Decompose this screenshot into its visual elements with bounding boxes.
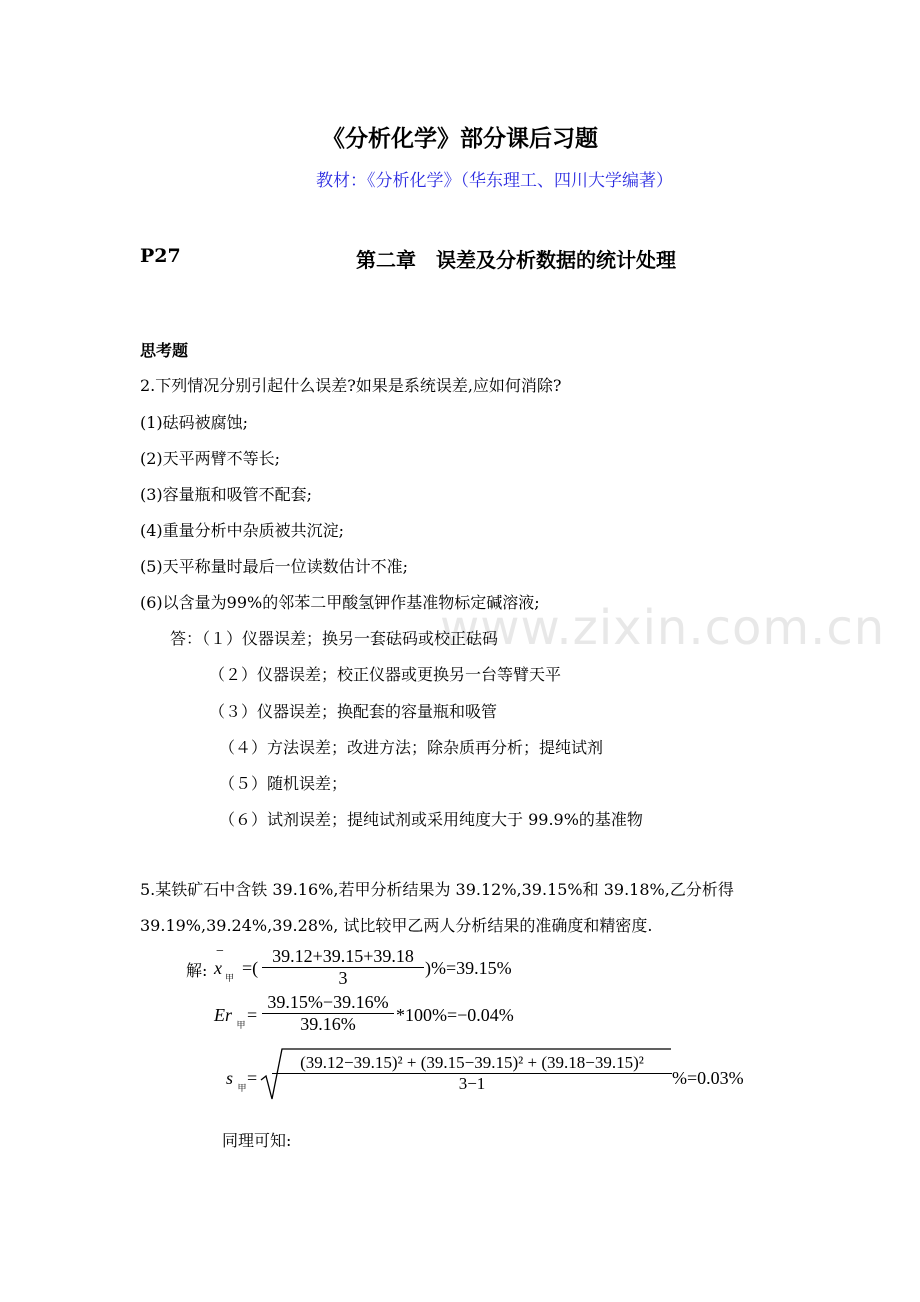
question-5-line-2: 39.19%,39.24%,39.28%, 试比较甲乙两人分析结果的准确度和精密度.	[140, 916, 653, 935]
answer-item: 答：（１）仪器误差；换另一套砝码或校正砝码	[170, 629, 499, 648]
std-dev-variable: s	[226, 1068, 234, 1088]
eq3-result: %=0.03%	[672, 1068, 744, 1088]
std-dev-symbol	[226, 1068, 247, 1093]
eq3-fraction	[272, 1053, 672, 1094]
page-reference: P27	[140, 245, 181, 267]
textbook-subtitle: 教材：《分析化学》（华东理工、四川大学编著）	[316, 171, 673, 191]
question-item: (4)重量分析中杂质被共沉淀;	[140, 521, 345, 540]
question-item: (2)天平两臂不等长;	[140, 449, 281, 468]
solution-label: 解:	[186, 961, 208, 980]
eq1-fraction	[262, 946, 424, 989]
eq2-denominator: 39.16%	[300, 1014, 356, 1034]
question-5-line-1: 5.某铁矿石中含铁 39.16%,若甲分析结果为 39.12%,39.15%和 39.18%,乙分析得	[140, 880, 734, 899]
eq2-equals: =	[247, 1005, 258, 1025]
eq3-denominator: 3−1	[458, 1074, 486, 1093]
question-item: (3)容量瓶和吸管不配套;	[140, 485, 313, 504]
answer-item: （３）仪器误差；换配套的容量瓶和吸管	[209, 702, 498, 721]
followup-text: 同理可知:	[222, 1131, 292, 1150]
answer-item: （４）方法误差；改进方法；除杂质再分析；提纯试剂	[219, 738, 604, 757]
eq2-numerator: 39.15%−39.16%	[267, 992, 389, 1012]
section-heading: 思考题	[140, 341, 189, 360]
eq1-open: =(	[242, 958, 259, 978]
eq3-equals: =	[247, 1068, 258, 1088]
question-2-prompt: 2.下列情况分别引起什么误差?如果是系统误差,应如何消除?	[140, 376, 562, 395]
eq2-result: *100%=−0.04%	[396, 1005, 514, 1025]
mean-variable: x	[214, 958, 222, 978]
eq1-denominator: 3	[338, 968, 348, 988]
question-item: (6)以含量为99%的邻苯二甲酸氢钾作基准物标定碱溶液;	[140, 593, 540, 612]
watermark: www.zixin.com.cn	[440, 600, 886, 656]
eq3-numerator: (39.12−39.15)² + (39.15−39.15)² + (39.18−39.15)²	[300, 1053, 644, 1072]
page-title: 《分析化学》部分课后习题	[322, 126, 598, 152]
answer-item: （２）仪器误差；校正仪器或更换另一台等臂天平	[209, 665, 562, 684]
question-item: (5)天平称量时最后一位读数估计不准;	[140, 557, 409, 576]
eq1-numerator: 39.12+39.15+39.18	[272, 946, 414, 966]
relative-error-variable: Er	[214, 1005, 232, 1025]
answer-item: （６）试剂误差；提纯试剂或采用纯度大于 99.9%的基准物	[219, 810, 643, 829]
relative-error-subscript: 甲	[236, 1020, 246, 1030]
relative-error-symbol	[214, 1005, 246, 1030]
eq1-result: )%=39.15%	[425, 958, 512, 978]
chapter-title: 第二章 误差及分析数据的统计处理	[356, 248, 676, 272]
eq2-fraction	[262, 992, 394, 1035]
std-dev-subscript: 甲	[237, 1083, 247, 1093]
question-item: (1)砝码被腐蚀;	[140, 413, 249, 432]
answer-item: （５）随机误差；	[219, 774, 348, 793]
mean-subscript: 甲	[225, 973, 235, 983]
